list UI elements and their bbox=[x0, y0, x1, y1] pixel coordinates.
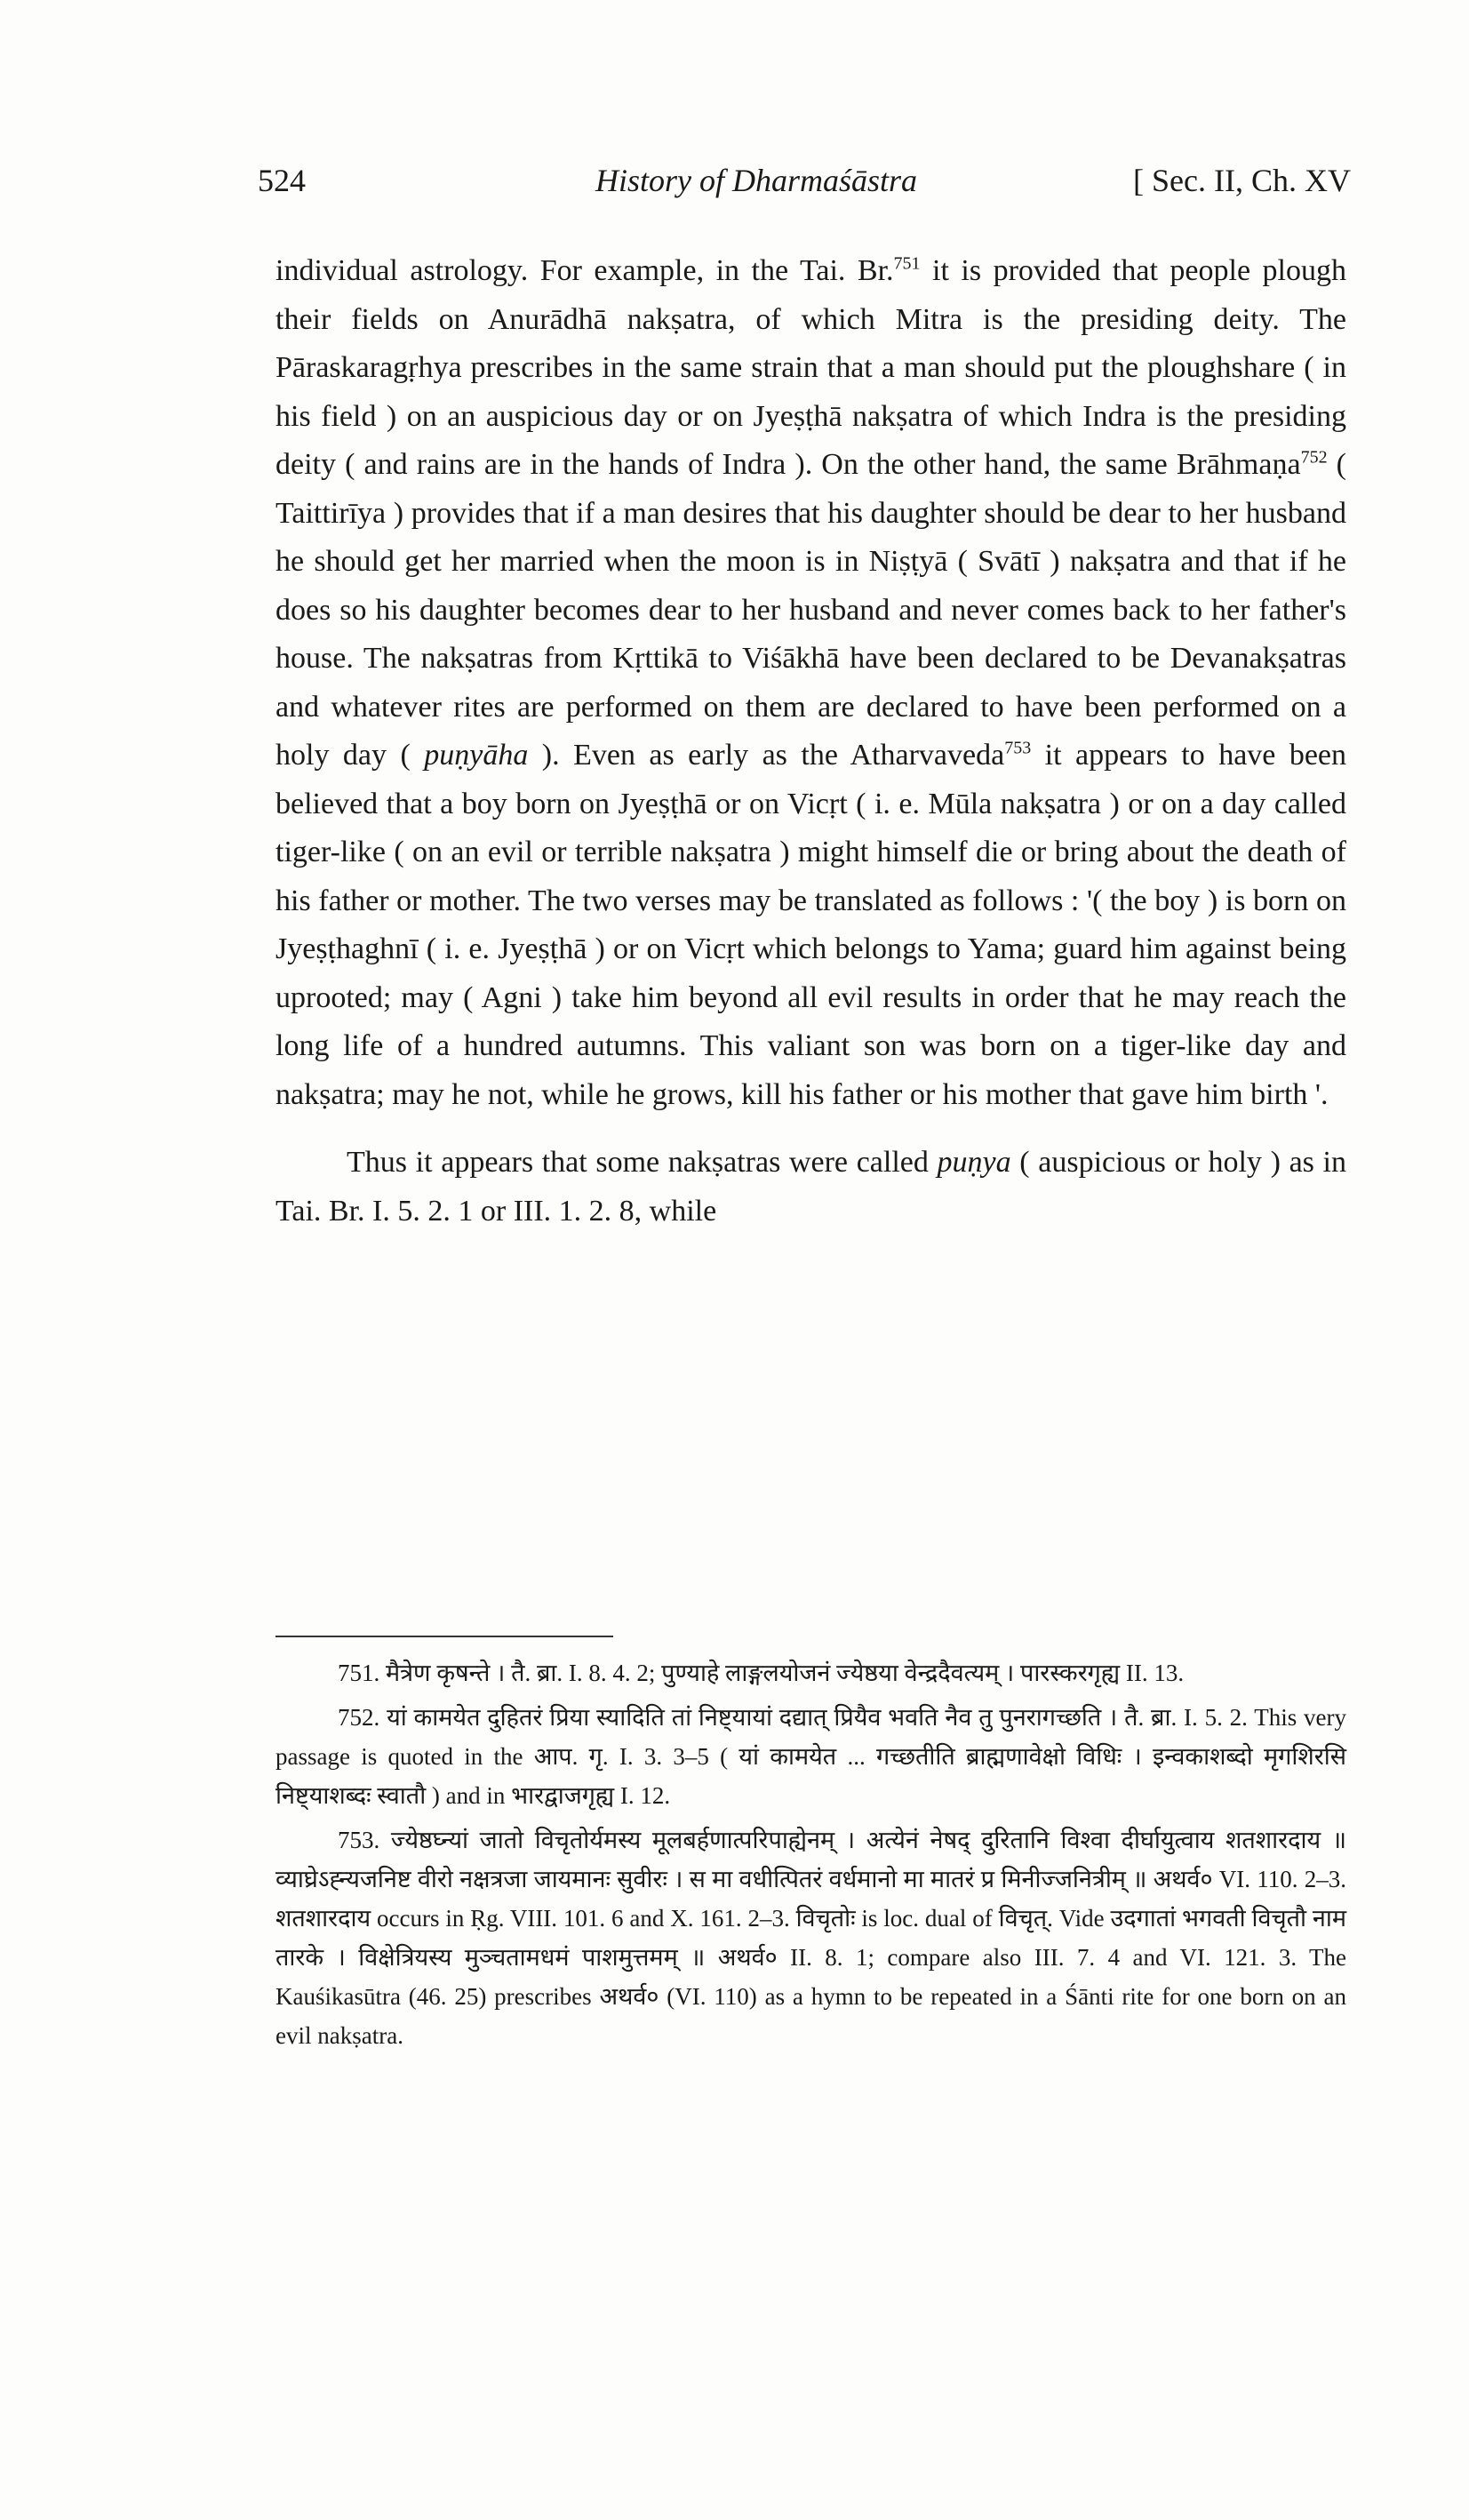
page-header bbox=[258, 162, 1351, 206]
text-run: Thus it appears that some nakṣatras were called bbox=[347, 1146, 938, 1179]
footnote-number: 753. bbox=[338, 1827, 380, 1853]
footnote-number: 752. bbox=[338, 1704, 380, 1731]
footnote-number: 751. bbox=[338, 1660, 380, 1686]
footnote-text: मैत्रेण कृषन्ते । तै. ब्रा. I. 8. 4. 2; पुण्याहे लाङ्गलयोजनं ज्येष्ठया वेन्द्रदैवत्यम् । पारस्करगृह्य II. 13. bbox=[386, 1660, 1185, 1686]
footnote-ref-752: 752 bbox=[1300, 447, 1328, 468]
footnote-751 bbox=[275, 1653, 1346, 1692]
footnote-752 bbox=[275, 1698, 1346, 1815]
footnote-text: ज्येष्ठघ्न्यां जातो विचृतोर्यमस्य मूलबर्हणात्परिपाह्येनम् । अत्येनं नेषद् दुरितानि विश्वा दीर्घायुत्वाय शतशारदाय ॥ व्याघ्रेऽह्न्यजनिष्ट वीरो नक्षत्रजा जायमानः सुवीरः । स मा वधीत्पितरं वर्धमानो मा मातरं प्र मिनीज्जनित्रीम् ॥ अथर्व० VI. 110. 2–3. शतशारदाय occurs in Ṛg. VIII. 101. 6 and X. 161. 2–3. विचृतोः is loc. dual of विचृत्. Vide उदगातां भगवती विचृतौ नाम तारके । विक्षेत्रियस्य मुञ्चतामधमं पाशमुत्तमम् ॥ अथर्व० II. 8. 1; compare also III. 7. 4 and VI. 121. 3. The Kauśikasūtra (46. 25) prescribes अथर्व० (VI. 110) as a hymn to be repeated in a Śānti rite for one born on an evil nakṣatra. bbox=[275, 1827, 1347, 2049]
running-title: History of Dharmaśāstra bbox=[595, 163, 918, 198]
text-run: individual astrology. For example, in the Tai. Br. bbox=[275, 254, 894, 287]
footnote-753 bbox=[275, 1820, 1346, 2055]
text-run: it appears to have been believed that a boy born on Jyeṣṭhā or on Vicṛt ( i. e. Mūla nakṣatra ) or on a day called tiger-like ( on an evil or terrible nakṣatra ) might himself die or bring about the death of his father or mother. The two verses may be translated as follows : '( the boy ) is born on Jyeṣṭhaghnī ( i. e. Jyeṣṭhā ) or on Vicṛt which belongs to Yama; guard him against being uprooted; may ( Agni ) take him beyond all evil results in order that he may reach the long life of a hundred autumns. This valiant son was born on a tiger-like day and nakṣatra; may he not, while he grows, kill his father or his mother that gave him birth '. bbox=[275, 739, 1347, 1111]
main-text bbox=[275, 247, 1346, 1236]
italic-term: puṇya bbox=[937, 1146, 1011, 1179]
text-run: ). Even as early as the Atharvaveda bbox=[528, 739, 1005, 772]
text-run: it is provided that people plough their fields on Anurādhā nakṣatra, of which Mitra is the presiding deity. The Pāraskaragṛhya prescribes in the same strain that a man should put the ploughshare ( in his field ) on an auspicious day or on Jyeṣṭhā nakṣatra of which Indra is the presiding deity ( and rains are in the hands of Indra ). On the other hand, the same Brāhmaṇa bbox=[275, 254, 1346, 481]
text-run: ( Taittirīya ) provides that if a man desires that his daughter should be dear to her husband he should get her married when the moon is in Niṣṭyā ( Svātī ) nakṣatra and that if he does so his daughter becomes dear to her husband and never comes back to her father's house. The nakṣatras from Kṛttikā to Viśākhā have been declared to be Devanakṣatras and whatever rites are performed on them are declared to have been performed on a holy day ( bbox=[275, 448, 1346, 772]
footnote-ref-753: 753 bbox=[1004, 738, 1032, 758]
footnotes bbox=[275, 1653, 1346, 2060]
footnote-text: यां कामयेत दुहितरं प्रिया स्यादिति तां निष्ट्यायां दद्यात् प्रियैव भवति नैव तु पुनरागच्छति । तै. ब्रा. I. 5. 2. This very passage is quoted in the आप. गृ. I. 3. 3–5 ( यां कामयेत ... गच्छतीति ब्राह्मणावेक्षो विधिः । इन्वकाशब्दो मृगशिरसि निष्ट्याशब्दः स्वातौ ) and in भारद्वाजगृह्य I. 12. bbox=[275, 1704, 1347, 1809]
page-number: 524 bbox=[258, 163, 306, 198]
italic-term: puṇyāha bbox=[424, 739, 529, 772]
footnote-divider bbox=[275, 1636, 613, 1637]
text-run: ( auspicious or holy ) as in Tai. Br. I. 5. 2. 1 or III. 1. 2. 8, while bbox=[275, 1146, 1347, 1228]
section-reference: [ Sec. II, Ch. XV bbox=[1133, 163, 1351, 198]
paragraph-2 bbox=[275, 1139, 1346, 1236]
paragraph-1 bbox=[275, 247, 1346, 1119]
footnote-ref-751: 751 bbox=[893, 253, 921, 274]
